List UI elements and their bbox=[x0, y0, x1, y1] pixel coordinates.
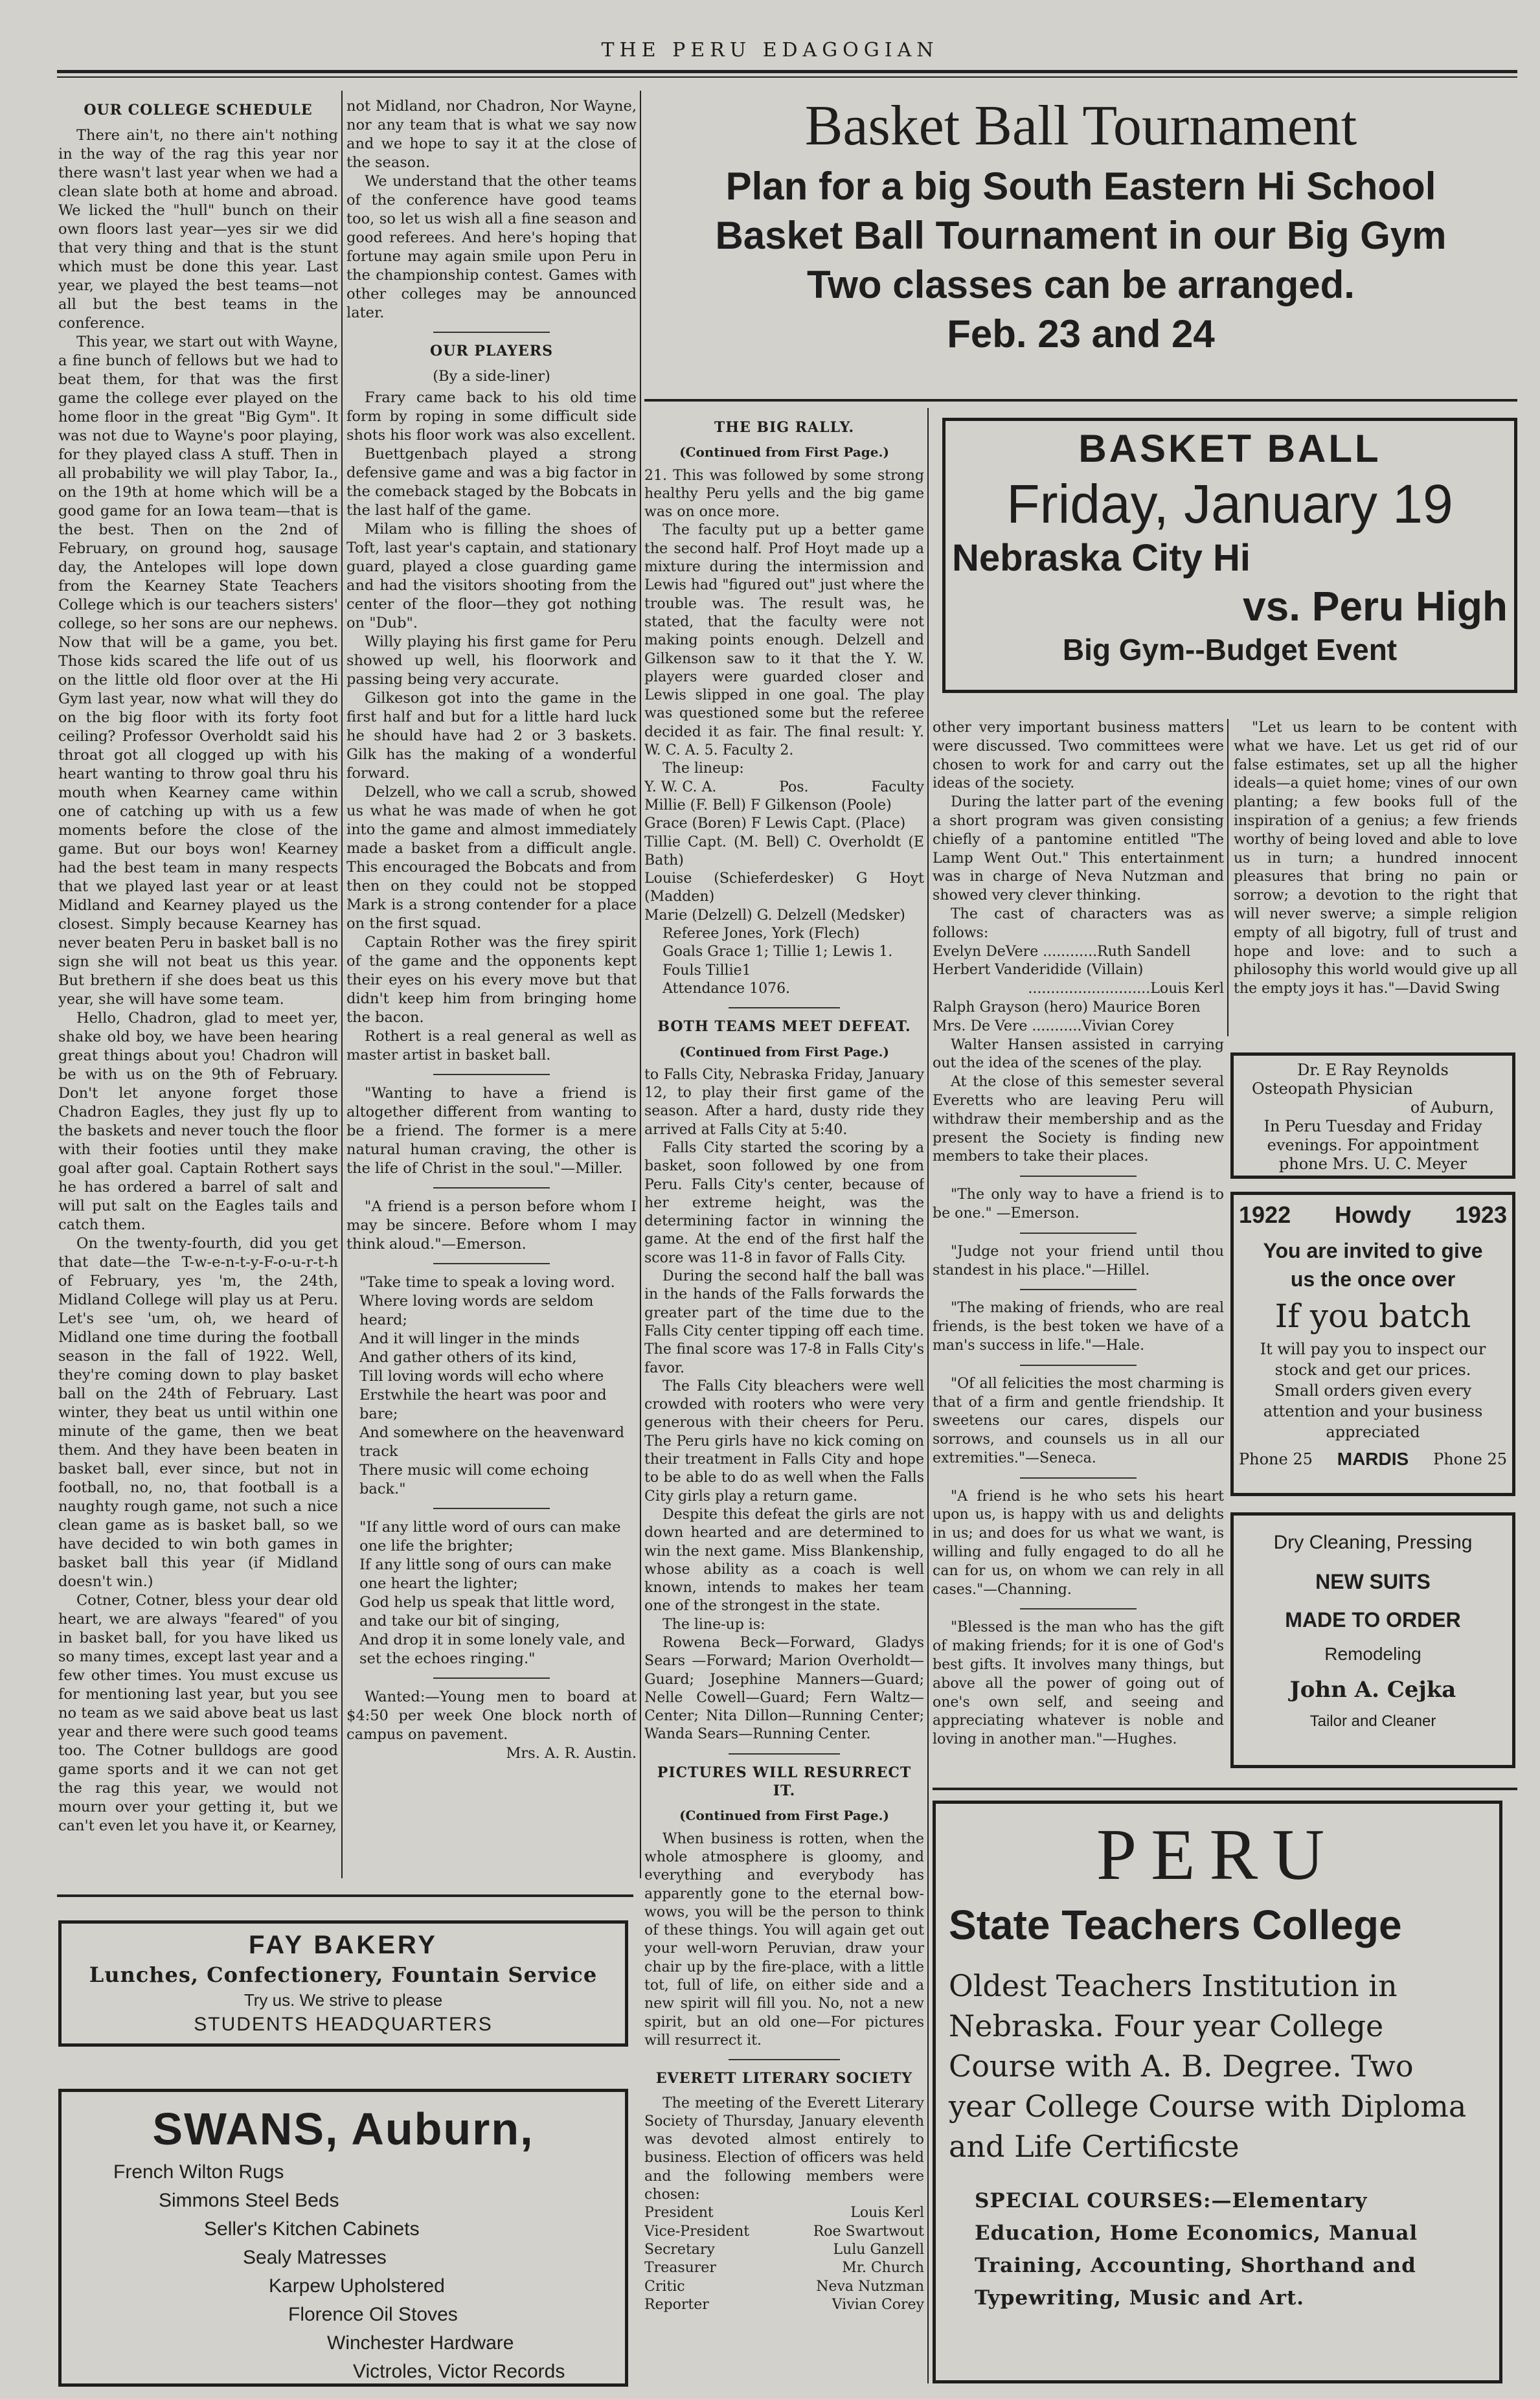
peru-ad-body: Oldest Teachers Institution in Nebraska. Four year College Course with A. B. Degree. Two year College Course with Diploma and Life Certificste bbox=[949, 1968, 1467, 2164]
fay-bakery-ad bbox=[58, 1920, 628, 2047]
officer-row bbox=[644, 2259, 924, 2277]
basketball-ad bbox=[942, 418, 1517, 693]
schedule-continued: not Midland, nor Chadron, Nor Wayne, nor any team that is what we say now and we hope to say it at the close of the season. bbox=[346, 98, 637, 171]
officer-name: Mr. Church bbox=[842, 2260, 924, 2277]
column-divider bbox=[341, 91, 343, 1878]
cejka-line: NEW SUITS bbox=[1315, 1570, 1431, 1593]
divider bbox=[433, 1677, 549, 1679]
officer-role: Treasurer bbox=[644, 2260, 716, 2277]
column-4 bbox=[933, 719, 1224, 1788]
tournament-title: Basket Ball Tournament bbox=[804, 95, 1357, 157]
divider bbox=[729, 2059, 841, 2060]
defeat-paragraph: to Falls City, Nebraska Friday, January 12, to play their first game of the season. After a hard, dusty ride they arrived at Falls City at 5:40. bbox=[644, 1066, 924, 1138]
masthead-rule bbox=[57, 70, 1517, 73]
mardis-invite: us the once over bbox=[1290, 1268, 1456, 1291]
swans-item: Karpew Upholstered bbox=[269, 2275, 445, 2297]
official-line: Goals Grace 1; Tillie 1; Lewis 1. bbox=[662, 944, 893, 961]
officer-row bbox=[644, 2223, 924, 2241]
cast-line: Herbert Vanderidide (Villain) bbox=[933, 962, 1144, 979]
reynolds-ad bbox=[1230, 1052, 1515, 1179]
rally-paragraph: The faculty put up a better game the second half. Prof Hoyt made up a mixture during the intermission and Lewis had "figured out" just where the trouble was. The result was, he stated, that the faculty were not making points enough. Delzell and Gilkenson saw to it that the Y. W. players were guarded closer and Lewis slipped in one goal. The play was questioned some but the referee decided it as fair. The final result: Y. W. C. A. 5. Faculty 2. bbox=[644, 522, 924, 759]
friendship-quote: "The only way to have a friend is to be one." —Emerson. bbox=[933, 1187, 1224, 1222]
lineup-row: Millie (F. Bell) F Gilkenson (Poole) bbox=[644, 797, 892, 813]
tournament-rule bbox=[644, 399, 1517, 402]
poem-line: Erstwhile the heart was poor and bare; bbox=[359, 1387, 607, 1422]
divider bbox=[1020, 1608, 1137, 1609]
fay-ad-rule bbox=[57, 1894, 633, 1897]
wanted-signature: Mrs. A. R. Austin. bbox=[506, 1745, 637, 1762]
divider bbox=[1020, 1477, 1137, 1479]
mardis-phone: Phone 25 bbox=[1433, 1450, 1507, 1468]
reynolds-line: Osteopath Physician bbox=[1252, 1080, 1413, 1098]
officer-name: Louis Kerl bbox=[850, 2205, 924, 2222]
column-divider bbox=[927, 408, 929, 2383]
official-line: Fouls Tillie1 bbox=[662, 962, 751, 979]
rally-heading: THE BIG RALLY. bbox=[714, 419, 855, 436]
divider bbox=[433, 332, 549, 333]
officer-role: Secretary bbox=[644, 2241, 715, 2258]
divider bbox=[729, 1007, 841, 1008]
officer-role: Vice-President bbox=[644, 2223, 750, 2240]
mardis-invite: You are invited to give bbox=[1263, 1239, 1483, 1262]
cejka-line: Dry Cleaning, Pressing bbox=[1273, 1532, 1473, 1553]
cejka-line: Tailor and Cleaner bbox=[1309, 1712, 1436, 1730]
defeat-paragraph: Rowena Beck—Forward, Gladys Sears —Forward; Marion Overholdt—Guard; Josephine Manners—Guard; Nelle Cowell—Guard; Fern Waltz—Center; Nita Dillon—Running Center; Wanda Sears—Running Center. bbox=[644, 1635, 924, 1743]
divider bbox=[433, 1263, 549, 1264]
swans-item: Victroles, Victor Records bbox=[353, 2361, 565, 2382]
tournament-dates: Feb. 23 and 24 bbox=[947, 312, 1215, 356]
friendship-quote: "Of all felicities the most charming is that of a firm and gentle friendship. It sweetens our cares, dispels our sorrows, and counsels us in all our extremities."—Seneca. bbox=[933, 1375, 1224, 1466]
reynolds-line: phone Mrs. U. C. Meyer bbox=[1278, 1155, 1467, 1173]
peru-ad-subtitle: State Teachers College bbox=[949, 1902, 1402, 1948]
mardis-year: 1923 bbox=[1455, 1201, 1507, 1228]
officer-role: Critic bbox=[644, 2278, 685, 2295]
poem-line: There music will come echoing back." bbox=[359, 1462, 589, 1497]
cejka-ad bbox=[1230, 1512, 1515, 1768]
mardis-howdy: Howdy bbox=[1334, 1201, 1411, 1228]
pictures-continued: (Continued from First Page.) bbox=[679, 1808, 889, 1824]
mardis-body: It will pay you to inspect our bbox=[1260, 1340, 1486, 1358]
poem-line: And drop it in some lonely vale, and set the echoes ringing." bbox=[359, 1632, 626, 1667]
poem-line: Till loving words will echo where bbox=[359, 1368, 604, 1385]
official-line: Attendance 1076. bbox=[662, 980, 791, 997]
poem-line: "Take time to speak a loving word. bbox=[359, 1274, 615, 1291]
basketball-ad-date: Friday, January 19 bbox=[1006, 473, 1453, 534]
lineup-row: Louise (Schieferdesker) G Hoyt (Madden) bbox=[644, 870, 924, 905]
wanted-notice: Wanted:—Young men to board at $4:50 per week One block north of campus on pavement. bbox=[346, 1688, 637, 1743]
poem-line: "If any little word of ours can make one life the brighter; bbox=[359, 1519, 621, 1554]
rally-continued: (Continued from First Page.) bbox=[679, 444, 889, 460]
divider bbox=[433, 1074, 549, 1075]
officer-row bbox=[644, 2278, 924, 2296]
pictures-paragraph: When business is rotten, when the whole atmosphere is gloomy, and everything and everybody has apparently gone to the eternal bow-wows, you will be the person to think of these things. You will again get out your well-worn Peruvian, draw your chair up by the fire-place, with a little tot, full of life, on either side and a new spirit will fill you. No, not a new spirit, but an old one—For pictures will resurrect it. bbox=[644, 1830, 924, 2049]
cejka-name: John A. Cejka bbox=[1289, 1677, 1456, 1703]
cast-line: Mrs. De Vere ...........Vivian Corey bbox=[933, 1018, 1174, 1034]
swans-item: Florence Oil Stoves bbox=[288, 2304, 458, 2325]
player-note: Buettgenbach played a strong defensive game and was a big factor in the comeback staged by the Bobcats in the last half of the game. bbox=[346, 446, 637, 519]
poem-line: And gather others of its kind, bbox=[359, 1349, 577, 1366]
mardis-body: attention and your business appreciated bbox=[1263, 1402, 1483, 1441]
divider bbox=[1020, 1289, 1137, 1290]
player-note: Rothert is a real general as well as master artist in basket ball. bbox=[346, 1028, 637, 1063]
defeat-paragraph: The Falls City bleachers were well crowded with rooters who were very generous with their cheers for Peru. The Peru girls have no kick coming on their treatment in Falls City and hope to be able to do as well when the Falls City girls play a return game. bbox=[644, 1378, 924, 1505]
mardis-phone-row bbox=[1239, 1446, 1507, 1472]
mardis-year: 1922 bbox=[1239, 1201, 1291, 1228]
player-note: Willy playing his first game for Peru showed up well, his floorwork and passing being very accurate. bbox=[346, 633, 637, 688]
swans-item: Winchester Hardware bbox=[327, 2332, 514, 2354]
fay-line: Try us. We strive to please bbox=[243, 1990, 443, 2010]
reynolds-name: Dr. E Ray Reynolds bbox=[1297, 1061, 1449, 1079]
basketball-ad-title: BASKET BALL bbox=[1078, 427, 1381, 470]
poem-line: And somewhere on the heavenward track bbox=[359, 1424, 625, 1460]
masthead: THE PERU EDAGOGIAN bbox=[601, 39, 939, 62]
cast-line: ...........................Louis Kerl bbox=[1028, 981, 1224, 997]
defeat-paragraph: Despite this defeat the girls are not down hearted and are determined to win the next game. Miss Blankenship, whose ability as a coach is well known, intends to makes her team one of the strongest in the state. bbox=[644, 1506, 924, 1615]
officer-role: President bbox=[644, 2205, 714, 2222]
everett-continued: other very important business matters were discussed. Two committees were chosen to work for and carry out the ideas of the society. bbox=[933, 720, 1224, 792]
officer-role: Reporter bbox=[644, 2296, 709, 2313]
swans-item: Sealy Matresses bbox=[243, 2247, 387, 2268]
cejka-line: MADE TO ORDER bbox=[1285, 1608, 1461, 1632]
reynolds-line: In Peru Tuesday and Friday bbox=[1263, 1117, 1482, 1135]
rally-paragraph: 21. This was followed by some strong healthy Peru yells and the big game was on once more. bbox=[644, 467, 924, 521]
officer-name: Lulu Ganzell bbox=[833, 2241, 924, 2258]
fay-title: FAY BAKERY bbox=[249, 1931, 438, 1959]
everett-paragraph: The meeting of the Everett Literary Society of Thursday, January eleventh was devoted almost entirely to business. Election of officers was held and the following members were chosen: bbox=[644, 2095, 924, 2203]
reynolds-line: evenings. For appointment bbox=[1267, 1136, 1479, 1154]
poem-line: If any little song of ours can make one heart the lighter; bbox=[359, 1556, 612, 1592]
column-5 bbox=[1234, 719, 1517, 1036]
lineup-header-cell: Y. W. C. A. bbox=[644, 779, 717, 795]
everett-paragraph: At the close of this semester several Everetts who are leaving Peru will withdraw their membership and as the present the Society is finding new members to take their places. bbox=[933, 1074, 1224, 1165]
players-heading: OUR PLAYERS bbox=[430, 343, 553, 359]
mardis-batch: If you batch bbox=[1274, 1297, 1471, 1335]
officer-row bbox=[644, 2241, 924, 2259]
schedule-paragraph: Cotner, Cotner, bless your dear old heart, we are always "feared" of you in basket ball, for you have liked us so many times, except last year and a few other times. You must excuse us for mentioning last year, but you see no team as we said above beat us last year and there were such good teams too. The Cotner bulldogs are good game sports and it we can not get the rag this year, we would not mourn over your getting it, but we can't even let you have it, or Kearney, bbox=[58, 1592, 338, 1834]
cast-intro: The cast of characters was as follows: bbox=[933, 905, 1224, 941]
mardis-phone: Phone 25 bbox=[1239, 1450, 1313, 1468]
masthead-rule-thin bbox=[57, 76, 1517, 78]
lineup-header-cell: Pos. bbox=[779, 779, 809, 795]
lineup-label: The lineup: bbox=[662, 760, 744, 777]
defeat-heading: BOTH TEAMS MEET DEFEAT. bbox=[657, 1018, 911, 1036]
friendship-quote: "A friend is he who sets his heart upon us, is happy with us and delights in us; and does for us what we want, is willing and fully engaged to do all he can for us, on whom we can rely in all cases."—Channing. bbox=[933, 1488, 1224, 1598]
swans-item: Seller's Kitchen Cabinets bbox=[204, 2218, 420, 2240]
player-note: Delzell, who we call a scrub, showed us what he was made of when he got into the game and almost immediately made a basket from a difficult angle. This encouraged the Bobcats and from then on they could not be stopped Mark is a strong contender for a place on the first squad. bbox=[346, 784, 637, 932]
lineup-row: Grace (Boren) F Lewis Capt. (Place) bbox=[644, 815, 906, 832]
poem-line: And it will linger in the minds bbox=[359, 1330, 580, 1347]
lineup-row: Tillie Capt. (M. Bell) C. Overholdt (E Bath) bbox=[644, 834, 924, 869]
cast-line: Ralph Grayson (hero) Maurice Boren bbox=[933, 999, 1201, 1016]
lineup-header-cell: Faculty bbox=[871, 779, 924, 795]
officer-row bbox=[644, 2296, 924, 2314]
poem-line: Where loving words are seldom heard; bbox=[359, 1293, 594, 1328]
swans-item: Simmons Steel Beds bbox=[159, 2190, 339, 2211]
david-swing-quote: "Let us learn to be content with what we have. Let us get rid of our false estimates, set up all the higher ideals—a quiet home; vines of our own planting; a few books full of the inspiration of a genius; a few friends worthy of being loved and able to love us in turn; a hundred innocent pleasures that bring no pain or sorrow; a devotion to the right that will never swerve; a simple religion empty of all bigotry, full of trust and hope and love: and to such a philosophy this world would give up all the empty joys it has."—David Swing bbox=[1234, 720, 1517, 997]
schedule-paragraph: Hello, Chadron, glad to meet yer, shake old boy, we have been hearing great things about you! Chadron will be with us on the 9th of February. Don't let anyone forget those Chadron Eagles, they just fly up to the baskets and never touch the floor with their footies until they make goal after goal. Captain Rothert says he has ordered a barrel of salt and will put salt on the Eagles tails and catch them. bbox=[58, 1010, 338, 1233]
tournament-block bbox=[644, 91, 1517, 402]
divider bbox=[433, 1508, 549, 1509]
peru-ad-rule bbox=[933, 1788, 1517, 1790]
divider bbox=[729, 1753, 841, 1755]
player-note: Captain Rother was the firey spirit of the game and the opponents kept their eyes on his every move but that didn't keep him from bringing home the bacon. bbox=[346, 934, 637, 1026]
swans-ad bbox=[58, 2089, 628, 2387]
cejka-line: Remodeling bbox=[1324, 1644, 1421, 1664]
officer-name: Vivian Corey bbox=[832, 2296, 924, 2313]
peru-ad-special: SPECIAL COURSES:—Elementary Education, Home Economics, Manual Training, Accounting, Shorthand and Typewriting, Music and Art. bbox=[975, 2189, 1418, 2310]
college-schedule-heading: OUR COLLEGE SCHEDULE bbox=[84, 102, 313, 119]
friendship-quote: "Blessed is the man who has the gift of making friends; for it is one of God's best gifts. It involves many things, but above all the power of going out of one's own self, and seeing and appreciating whatever is noble and loving in another man."—Hughes. bbox=[933, 1619, 1224, 1748]
everett-paragraph: During the latter part of the evening a short program was given consisting chiefly of a pantomine entitled "The Lamp Went Out." This entertainment was in charge of Neva Nutzman and showed very clever thinking. bbox=[933, 794, 1224, 904]
swans-item: French Wilton Rugs bbox=[113, 2161, 284, 2183]
divider bbox=[433, 1187, 549, 1188]
peru-college-ad bbox=[933, 1801, 1502, 2383]
schedule-paragraph: This year, we start out with Wayne, a fine bunch of fellows but we had to beat them, for that was the first game the college ever played on the home floor in the great "Big Gym". It was not due to Wayne's poor playing, for they played class A stuff. Then in all probability we will play Tabor, Ia., on the 19th at home which will be a good game for an Iowa team—that is the best. Then on the 2nd of February, on ground hog, sausage day, the Antelopes will lope down from the Kearney State Teachers College which is our teachers sisters' college, so her sons are our nephews. Now that will be a game, you bet. Those kids scared the life out of us on the little old floor over at the Hi Gym last year, now what will they do on the big floor with its forty foot ceiling? Professor Overholdt said his throat got all clogged up with his heart wanting to throw goal thru his mouth when Kearney came within one of catching up with us a few moments before the close of the game. But our boys won! Kearney had the best team in many respects that we played last year or at least Midland and Kearney played us the closest. Simply because Kearney has never beaten Peru in basket ball is no sign she will not beat us this year. But brethern if she does beat us this year, she will have some team. bbox=[58, 334, 338, 1008]
basketball-ad-team: Nebraska City Hi bbox=[952, 537, 1251, 579]
tournament-line: Two classes can be arranged. bbox=[807, 263, 1355, 306]
schedule-paragraph: There ain't, no there ain't nothing in the way of the rag this year nor there wasn't last year when we had a clean slate both at home and abroad. We licked the "hull" bunch on their own floors last year—yes sir we did that very thing and that is the stunt which must be done this year. Last year, we played the best teams—not all but the best teams in the conference. bbox=[58, 127, 338, 332]
defeat-paragraph: Falls City started the scoring by a basket, soon followed by one from Peru. Falls City's center, because of her extreme height, was the determining factor in winning the game. At the end of the first half the score was 11-8 in favor of Falls City. bbox=[644, 1139, 924, 1266]
officer-row bbox=[644, 2204, 924, 2222]
lineup-row: Marie (Delzell) G. Delzell (Medsker) bbox=[644, 907, 905, 924]
schedule-paragraph: On the twenty-fourth, did you get that date—the T-w-e-n-t-y-F-o-u-r-t-h of February, yes 'm, the 24th, Midland College will play us at Peru. Let's see 'um, oh, we heard of Midland one time during the football season in the fall of 1922. Well, they're coming down to play basket ball on the 24th of February. Last winter, they beat us until within one minute of the game, then we beat them. And they have been beaten in basket ball, ever since, but not in football, no, no, that football is a naughty rough game, not such a nice clean game as is basket ball, so we have decided to win both games in basket ball this year (if Midland doesn't win.) bbox=[58, 1235, 338, 1590]
tournament-line: Basket Ball Tournament in our Big Gym bbox=[715, 214, 1447, 257]
column-1 bbox=[58, 97, 338, 1885]
mardis-ad bbox=[1230, 1192, 1515, 1496]
mardis-body: stock and get our prices. bbox=[1274, 1361, 1471, 1379]
mardis-year-row bbox=[1239, 1200, 1507, 1230]
swans-title: SWANS, Auburn, bbox=[152, 2104, 534, 2154]
basketball-ad-team: vs. Peru High bbox=[1243, 583, 1508, 630]
cast-line: Evelyn DeVere ............Ruth Sandell bbox=[933, 943, 1191, 960]
friendship-quote: "The making of friends, who are real friends, is the best token we have of a man's success in life."—Hale. bbox=[933, 1300, 1224, 1354]
column-2 bbox=[346, 97, 637, 1885]
schedule-paragraph: We understand that the other teams of the conference have good teams too, so let us wish all a fine season and good referees. And here's hoping that fortune may again smile upon Peru in the championship contest. Games with other colleges may be announced later. bbox=[346, 173, 637, 321]
player-note: Frary came back to his old time form by roping in some difficult side shots his floor work was also excellent. bbox=[346, 389, 637, 444]
divider bbox=[1020, 1233, 1137, 1234]
reynolds-line: of Auburn, bbox=[1410, 1098, 1494, 1117]
friendship-quote: "Wanting to have a friend is altogether different from wanting to be a friend. The former is a mere natural human craving, the other is the life of Christ in the soul."—Miller. bbox=[346, 1085, 637, 1177]
column-3 bbox=[644, 415, 924, 2383]
peru-ad-title: PERU bbox=[1096, 1815, 1339, 1895]
basketball-ad-footer: Big Gym--Budget Event bbox=[1062, 633, 1398, 666]
divider bbox=[1020, 1365, 1137, 1366]
defeat-paragraph: During the second half the ball was in the hands of the Falls forwards the greater part of the time due to the Falls City center tipping off each time. The final score was 17-8 in Falls City's favor. bbox=[644, 1268, 924, 1376]
everett-heading: EVERETT LITERARY SOCIETY bbox=[655, 2070, 913, 2087]
friendship-quote: "A friend is a person before whom I may be sincere. Before whom I may think aloud."—Emerson. bbox=[346, 1198, 637, 1253]
poem-line: God help us speak that little word, and take our bit of singing, bbox=[359, 1594, 615, 1630]
divider bbox=[1020, 1176, 1137, 1177]
fay-line: Lunches, Confectionery, Fountain Service bbox=[89, 1962, 598, 1987]
officer-name: Neva Nutzman bbox=[816, 2278, 924, 2295]
officer-name: Roe Swartwout bbox=[813, 2223, 924, 2240]
friendship-quote: "Judge not your friend until thou standest in his place."—Hillel. bbox=[933, 1243, 1224, 1279]
player-note: Gilkeson got into the game in the first half and but for a little hard luck he should have had 2 or 3 baskets. Gilk has the making of a wonderful forward. bbox=[346, 690, 637, 782]
column-divider bbox=[1227, 719, 1229, 1036]
column-divider bbox=[640, 91, 641, 1878]
players-byline: (By a side-liner) bbox=[433, 368, 550, 385]
pictures-heading: PICTURES WILL RESURRECT IT. bbox=[657, 1764, 912, 1800]
everett-paragraph: Walter Hansen assisted in carrying out the idea of the scenes of the play. bbox=[933, 1036, 1224, 1072]
fay-line: STUDENTS HEADQUARTERS bbox=[194, 2014, 493, 2035]
defeat-continued: (Continued from First Page.) bbox=[679, 1043, 889, 1060]
defeat-paragraph: The line-up is: bbox=[662, 1616, 765, 1633]
mardis-body: Small orders given every bbox=[1274, 1381, 1472, 1400]
mardis-name: MARDIS bbox=[1337, 1449, 1409, 1469]
lineup-header bbox=[644, 779, 924, 797]
player-note: Milam who is filling the shoes of Toft, last year's captain, and stationary guard, played a close guarding game and had the visitors shooting from the center of the floor—they got nothing on "Dub". bbox=[346, 521, 637, 631]
tournament-line: Plan for a big South Eastern Hi School bbox=[725, 165, 1436, 208]
official-line: Referee Jones, York (Flech) bbox=[662, 926, 860, 942]
